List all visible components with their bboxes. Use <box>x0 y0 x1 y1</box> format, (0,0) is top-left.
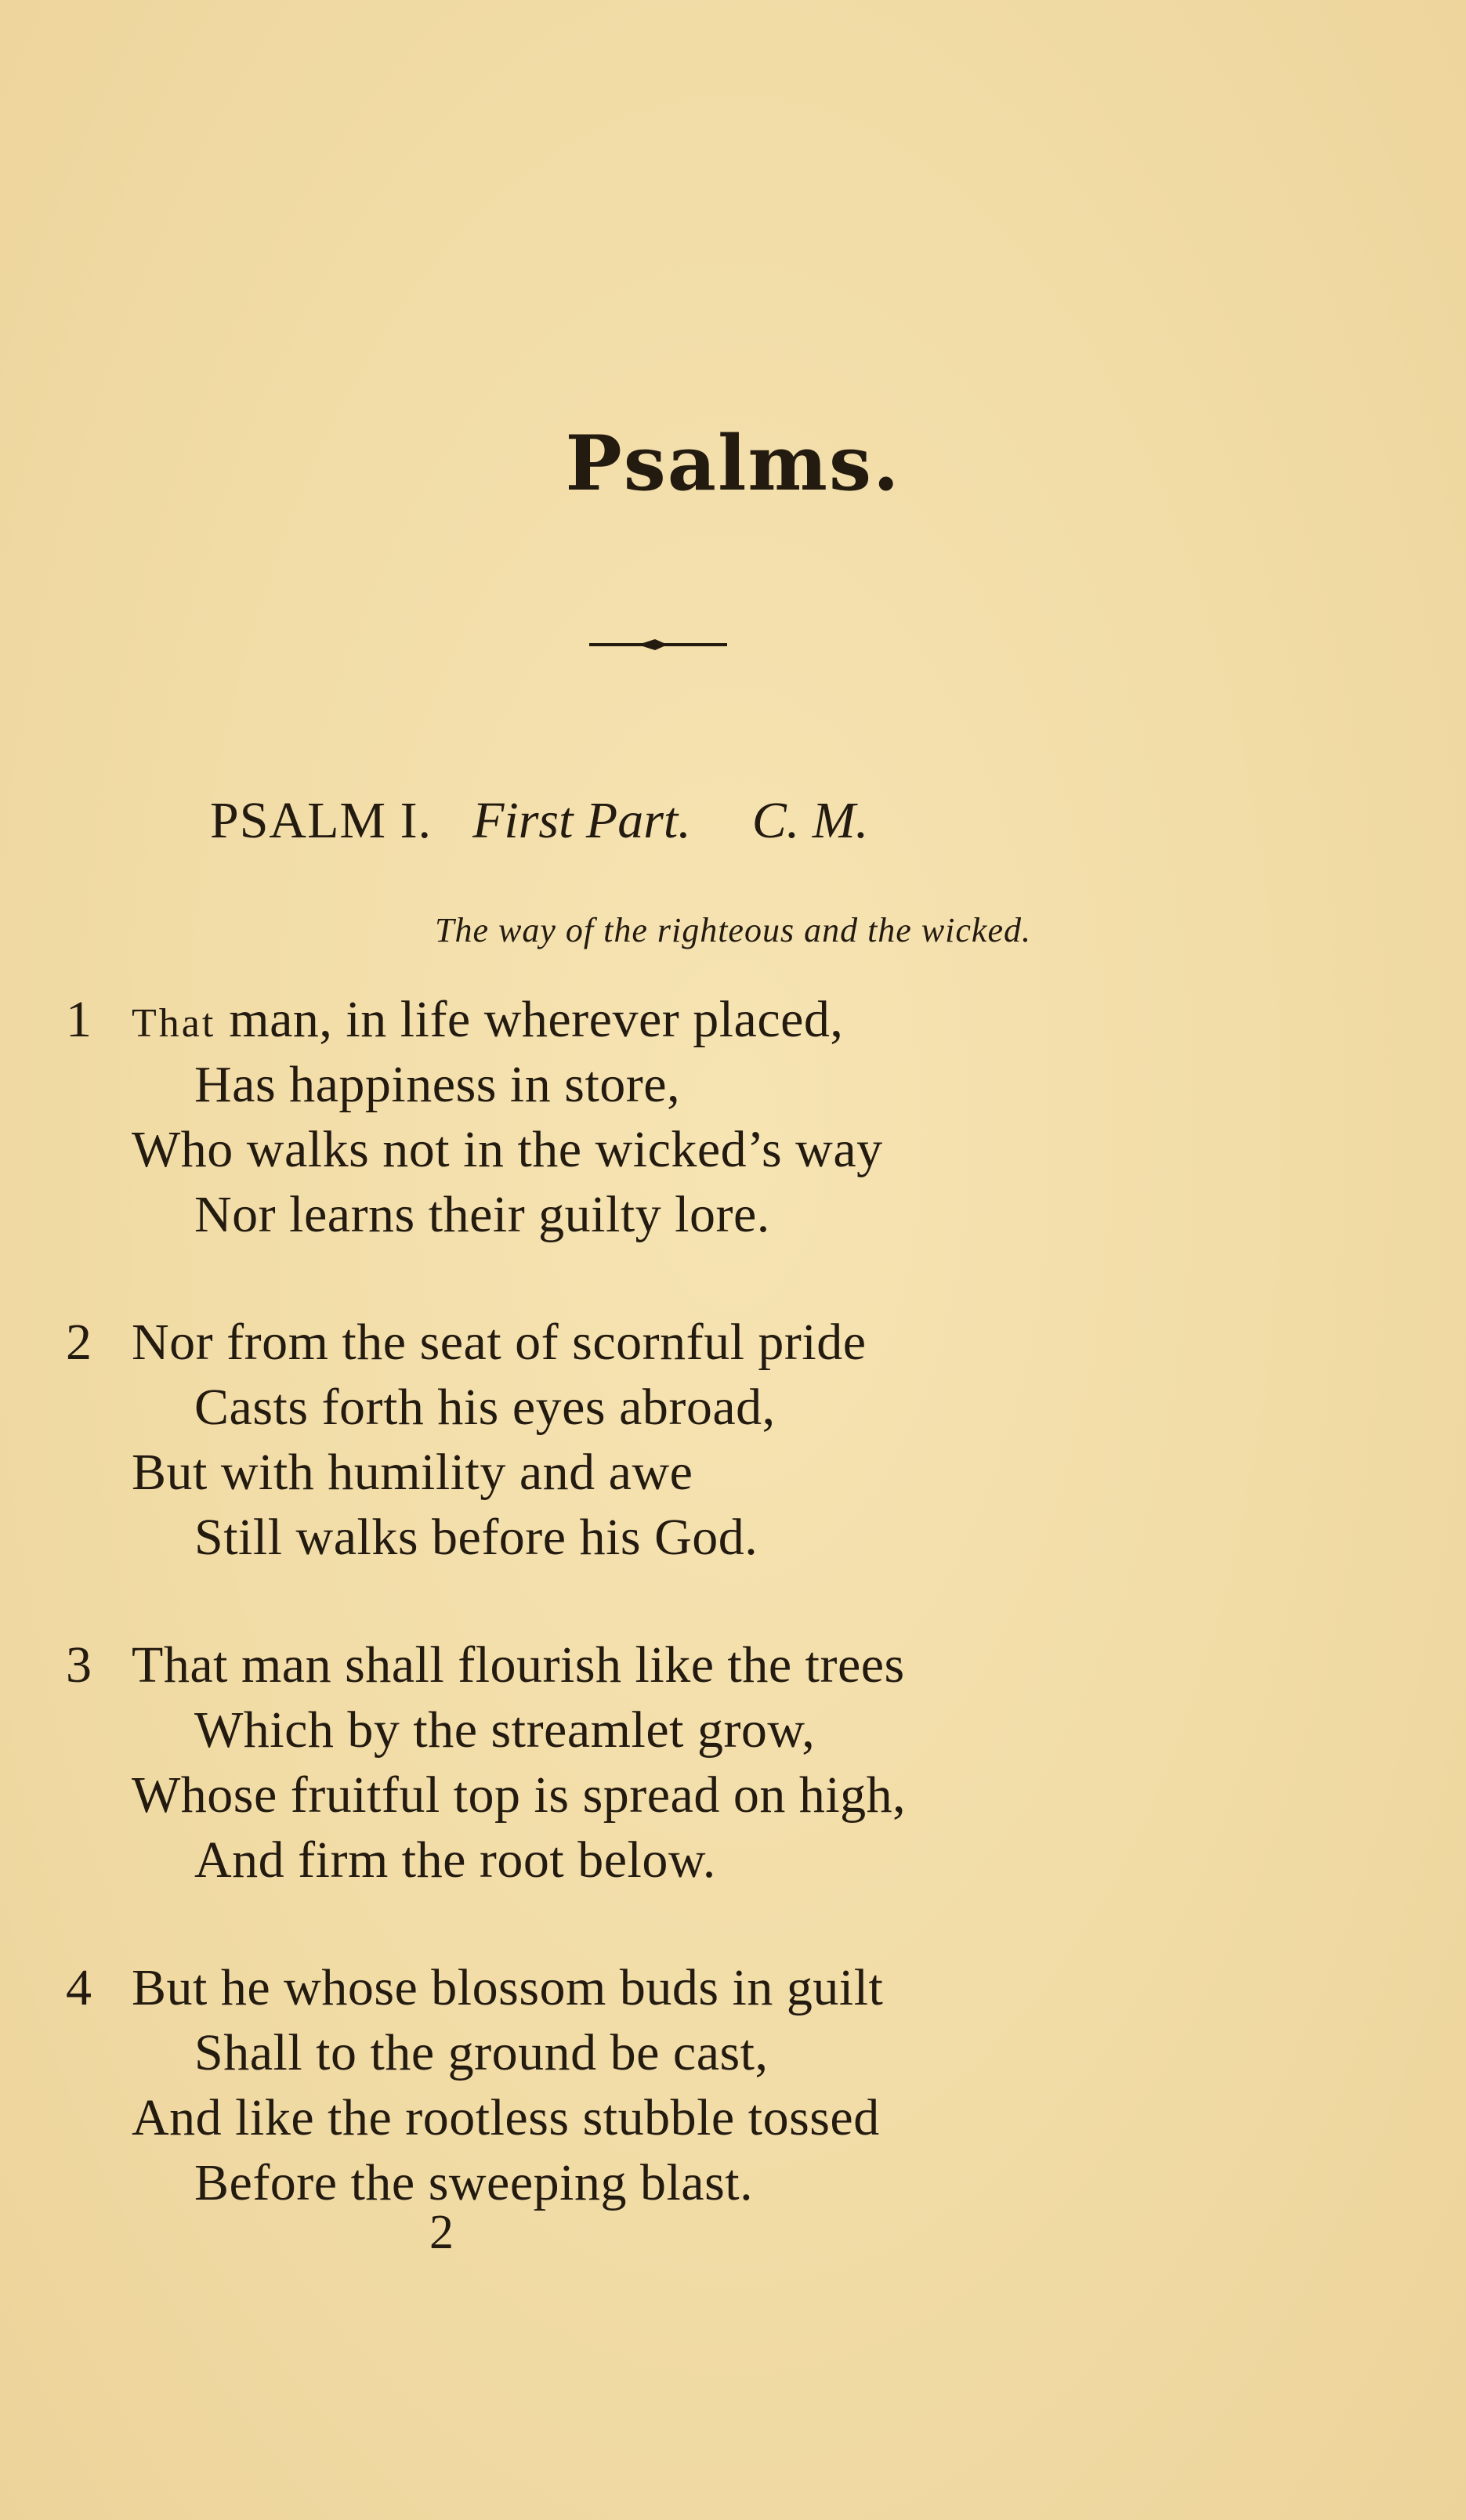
verse-line: But with humility and awe <box>132 1444 693 1501</box>
verse-line: Which by the streamlet grow, <box>194 1701 816 1759</box>
verse-line: But he whose blossom buds in guilt <box>132 1959 884 2016</box>
verse-line: That man, in life wherever placed, <box>132 991 844 1048</box>
page-heading: Psalms. <box>565 419 901 508</box>
verse-line: And like the rootless stubble tossed <box>132 2089 880 2146</box>
verse-number: 1 <box>66 991 92 1048</box>
psalm-part: First Part. <box>472 792 691 849</box>
verse-line: Nor learns their guilty lore. <box>194 1186 770 1243</box>
page-number: 2 <box>429 2206 454 2259</box>
verse-line: Whose fruitful top is spread on high, <box>132 1766 907 1824</box>
divider-ornament <box>589 633 727 656</box>
psalm-number: PSALM I. <box>210 792 433 849</box>
verse-number: 3 <box>66 1636 92 1694</box>
verse-first-word: That <box>132 1001 216 1046</box>
psalm-subtitle: The way of the righteous and the wicked. <box>435 911 1031 949</box>
verse-line: And firm the root below. <box>194 1831 716 1889</box>
verse-line: Shall to the ground be cast, <box>194 2024 769 2081</box>
verse-line: Still walks before his God. <box>194 1509 758 1566</box>
psalm-title <box>210 791 1150 851</box>
verse-line: Before the sweeping blast. <box>194 2154 754 2211</box>
verse-number: 4 <box>66 1959 92 2016</box>
verse-number: 2 <box>66 1314 92 1371</box>
verse-line: Who walks not in the wicked’s way <box>132 1121 883 1178</box>
verse-line: Nor from the seat of scornful pride <box>132 1314 867 1371</box>
verse-line: Has happiness in store, <box>194 1056 681 1113</box>
verse-line: That man shall flourish like the trees <box>132 1636 905 1694</box>
psalm-meter: C. M. <box>751 792 869 849</box>
verse-line: Casts forth his eyes abroad, <box>194 1379 776 1436</box>
